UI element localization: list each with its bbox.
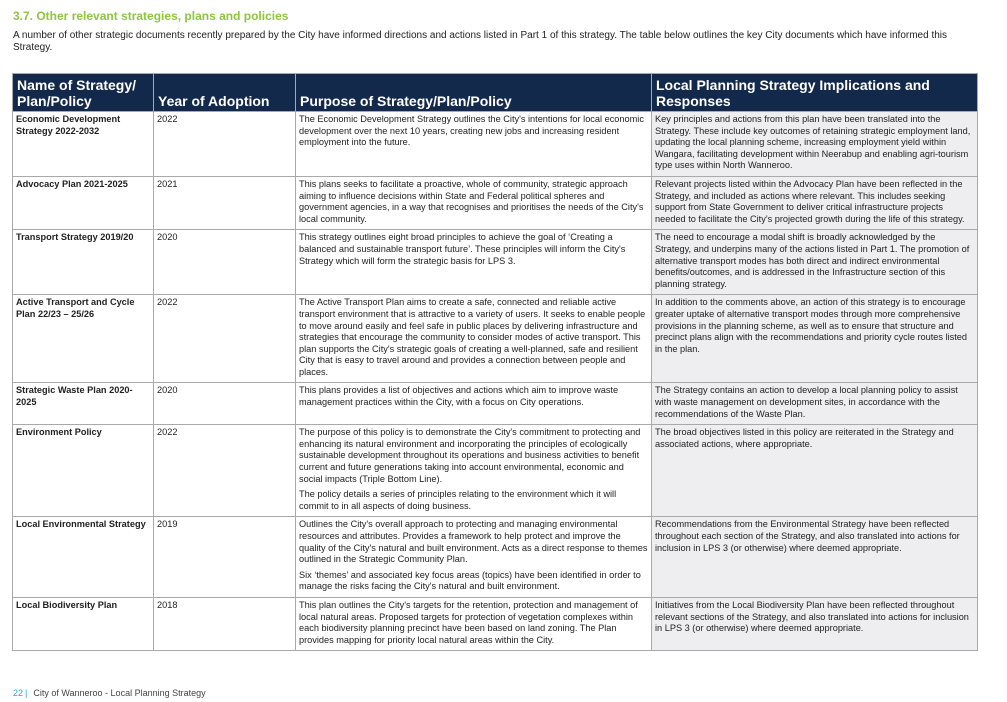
purpose-cell bbox=[296, 295, 652, 383]
table-header-row bbox=[13, 74, 978, 112]
purpose-cell bbox=[296, 383, 652, 425]
table-body bbox=[13, 112, 978, 651]
strategy-name-cell: Local Environmental Strategy bbox=[13, 517, 154, 598]
table-row bbox=[13, 176, 978, 229]
strategies-table bbox=[12, 73, 978, 651]
header-response: Local Planning Strategy Implications and Responses bbox=[652, 74, 978, 112]
response-cell: The Strategy contains an action to develop a local planning policy to assist with waste management on development sites, in accordance with the recommendations of the Waste Plan. bbox=[652, 383, 978, 425]
strategy-name-cell: Local Biodiversity Plan bbox=[13, 597, 154, 650]
page-footer bbox=[13, 688, 206, 698]
strategy-name-cell: Economic Development Strategy 2022-2032 bbox=[13, 112, 154, 177]
header-year: Year of Adoption bbox=[154, 74, 296, 112]
purpose-paragraph: This strategy outlines eight broad principles to achieve the goal of ‘Creating a balanced and sustainable transport future’. These principles will inform the City's Strategy which will form the strategic basis for LPS 3. bbox=[299, 232, 626, 266]
response-cell: The broad objectives listed in this policy are reiterated in the Strategy and associated actions, where appropriate. bbox=[652, 425, 978, 517]
year-cell: 2018 bbox=[154, 597, 296, 650]
purpose-paragraph: Outlines the City's overall approach to protecting and managing environmental resources and attributes. Provides a framework to help protect and improve the quality of the City's natural and built environment. Acts as a direct response to themes outlined in the Strategic Community Plan. bbox=[299, 519, 648, 565]
purpose-paragraph: The policy details a series of principles relating to the environment which it will commit to in all aspects of doing business. bbox=[299, 489, 617, 511]
purpose-paragraph: The purpose of this policy is to demonstrate the City's commitment to protecting and enhancing its natural environment and incorporating the principles of ecologically sustainable development throughout its operations and business activities to benefit current and future generations taking into account environmental, economic and social impacts (Triple Bottom Line). bbox=[299, 427, 641, 484]
header-purpose: Purpose of Strategy/Plan/Policy bbox=[296, 74, 652, 112]
table-row bbox=[13, 517, 978, 598]
purpose-cell bbox=[296, 517, 652, 598]
response-cell: Key principles and actions from this plan have been translated into the Strategy. These include key outcomes of retaining strategic employment land, updating the local planning scheme, increasing employment yield within Wangara, facilitating development within Neerabup and enabling agri-tourism type uses within North Wanneroo. bbox=[652, 112, 978, 177]
purpose-cell bbox=[296, 425, 652, 517]
table-row bbox=[13, 230, 978, 295]
strategy-name-cell: Active Transport and Cycle Plan 22/23 – 25/26 bbox=[13, 295, 154, 383]
year-cell: 2022 bbox=[154, 112, 296, 177]
footer-text: City of Wanneroo - Local Planning Strategy bbox=[33, 688, 206, 698]
response-cell: Relevant projects listed within the Advocacy Plan have been reflected in the Strategy, and included as actions where relevant. This includes seeking support from State Government to deliver critical infrastructure projects needed to facilitate the City's projected growth during the life of this strategy. bbox=[652, 176, 978, 229]
strategy-name-cell: Strategic Waste Plan 2020-2025 bbox=[13, 383, 154, 425]
header-name: Name of Strategy/ Plan/Policy bbox=[13, 74, 154, 112]
response-cell: Recommendations from the Environmental Strategy have been reflected throughout each section of the Strategy, and also translated into actions for inclusion in LPS 3 (or otherwise) where deemed appropriate. bbox=[652, 517, 978, 598]
purpose-cell bbox=[296, 176, 652, 229]
year-cell: 2020 bbox=[154, 383, 296, 425]
year-cell: 2022 bbox=[154, 295, 296, 383]
purpose-paragraph: This plan outlines the City's targets for the retention, protection and management of local natural areas. Proposed targets for protection of vegetation complexes within each biodiversity planning precinct have been based on land zoning. The Plan provides mapping for priority local natural areas within the City. bbox=[299, 599, 638, 645]
page-number: 22 bbox=[13, 688, 24, 698]
table-row bbox=[13, 597, 978, 650]
footer-separator: | bbox=[25, 688, 28, 698]
table-row bbox=[13, 295, 978, 383]
response-cell: In addition to the comments above, an action of this strategy is to encourage greater uptake of alternative transport modes through more comprehensive provisions in the planning scheme, as well as to ensure that structure and precinct plans align with the recommendations and priority cycle routes listed in the plan. bbox=[652, 295, 978, 383]
strategy-name-cell: Transport Strategy 2019/20 bbox=[13, 230, 154, 295]
response-cell: Initiatives from the Local Biodiversity Plan have been reflected throughout relevant sections of the Strategy, and also translated into actions for inclusion in LPS 3 (or otherwise) where deemed appropriate. bbox=[652, 597, 978, 650]
purpose-cell bbox=[296, 597, 652, 650]
strategy-name-cell: Environment Policy bbox=[13, 425, 154, 517]
purpose-paragraph: Six ‘themes’ and associated key focus areas (topics) have been identified in order to manage the risks facing the City's natural and built environment. bbox=[299, 569, 641, 592]
year-cell: 2022 bbox=[154, 425, 296, 517]
purpose-paragraph: This plans provides a list of objectives and actions which aim to improve waste management practices within the City, with a focus on City operations. bbox=[299, 385, 619, 408]
strategy-name-cell: Advocacy Plan 2021-2025 bbox=[13, 176, 154, 229]
table-row bbox=[13, 112, 978, 177]
purpose-paragraph: The Active Transport Plan aims to create a safe, connected and reliable active transport environment that is attractive to a variety of users. It seeks to enable people to move around easily and feel safe in public places by delivering infrastructure and strategies that encourage the community to consider modes of active transport. This plan supports the City's strategic goals of creating a well-planned, safe and resilient City that is easy to travel around and provides a connection between people and places. bbox=[299, 297, 646, 377]
year-cell: 2021 bbox=[154, 176, 296, 229]
purpose-cell bbox=[296, 112, 652, 177]
table-row bbox=[13, 425, 978, 517]
purpose-cell bbox=[296, 230, 652, 295]
purpose-paragraph: This plans seeks to facilitate a proactive, whole of community, strategic approach aiming to influence decisions within State and Federal political spheres and government agencies, in a way that recognises and prioritises the needs of the City's local community. bbox=[299, 178, 644, 224]
year-cell: 2020 bbox=[154, 230, 296, 295]
response-cell: The need to encourage a modal shift is broadly acknowledged by the Strategy, and underpins many of the actions listed in Part 1. The promotion of alternative transport modes has both direct and indirect environmental benefits/outcomes, and is addressed in the Infrastructure section of this planning strategy. bbox=[652, 230, 978, 295]
purpose-paragraph: The Economic Development Strategy outlines the City's intentions for local economic development over the next 10 years, creating new jobs and increasing resident employment into the future. bbox=[299, 114, 644, 148]
section-title: 3.7. Other relevant strategies, plans and policies bbox=[13, 9, 289, 23]
table-row bbox=[13, 383, 978, 425]
year-cell: 2019 bbox=[154, 517, 296, 598]
intro-paragraph: A number of other strategic documents recently prepared by the City have informed directions and actions listed in Part 1 of this strategy. The table below outlines the key City documents which have informed this Strategy. bbox=[13, 30, 948, 53]
